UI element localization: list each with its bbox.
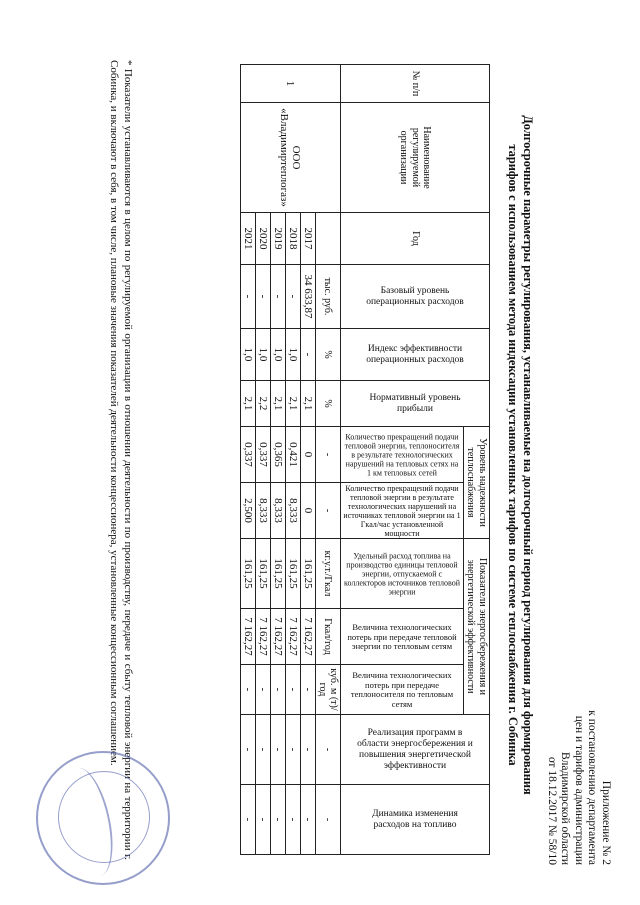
cell-fuel-rate: 161,25 xyxy=(301,539,316,609)
parameters-table xyxy=(240,64,490,855)
cell-programs: - xyxy=(256,715,271,785)
cell-loss-carrier: - xyxy=(286,665,301,715)
header-org: Наименование регулируемой организации xyxy=(341,103,490,213)
cell-loss-heat: 7 162,27 xyxy=(256,609,271,665)
footnote: * Показатели устанавливаются в целом по регулируемой организации в отношении деятельности по производству, передаче и сбыту тепловой энергии на территории г. Собинка, и включают в себя, в том числе, плановые значения показателей деятельности концессионера, установленные концессионным соглашением. xyxy=(108,60,134,860)
cell-year: 2021 xyxy=(241,213,256,265)
unit-reliability-b: - xyxy=(316,483,341,539)
cell-fuel-rate: 161,25 xyxy=(241,539,256,609)
cell-year: 2020 xyxy=(256,213,271,265)
header-efficiency-index: Индекс эффективности операционных расходов xyxy=(341,329,490,381)
unit-energy-c: куб. м (т)/год xyxy=(316,665,341,715)
cell-profit: 2,1 xyxy=(271,381,286,427)
unit-efficiency-index: % xyxy=(316,329,341,381)
cell-programs: - xyxy=(301,715,316,785)
unit-energy-b: Гкал/год xyxy=(316,609,341,665)
cell-programs: - xyxy=(271,715,286,785)
cell-rel-b: 8,333 xyxy=(286,483,301,539)
header-base-level: Базовый уровень операционных расходов xyxy=(341,265,490,329)
cell-fuel-rate: 161,25 xyxy=(271,539,286,609)
header-energy-c: Величина технологических потерь при передаче теплоносителя по тепловым сетям xyxy=(341,665,464,715)
cell-base: - xyxy=(241,265,256,329)
cell-eff: 1,0 xyxy=(271,329,286,381)
cell-base: - xyxy=(256,265,271,329)
cell-rel-b: 0 xyxy=(301,483,316,539)
unit-energy-a: кг.у.т./Гкал xyxy=(316,539,341,609)
cell-rel-a: 0 xyxy=(301,427,316,483)
header-num: № п/п xyxy=(341,65,490,103)
cell-dynamics: - xyxy=(301,785,316,855)
unit-reliability-a: - xyxy=(316,427,341,483)
appendix-line: к постановлению департамента xyxy=(586,710,599,865)
cell-profit: 2,2 xyxy=(256,381,271,427)
cell-loss-carrier: - xyxy=(271,665,286,715)
cell-loss-heat: 7 162,27 xyxy=(241,609,256,665)
cell-loss-carrier: - xyxy=(301,665,316,715)
unit-base-level: тыс. руб. xyxy=(316,265,341,329)
cell-eff: 1,0 xyxy=(241,329,256,381)
cell-rel-b: 8,333 xyxy=(256,483,271,539)
cell-profit: 2,1 xyxy=(301,381,316,427)
cell-base: - xyxy=(271,265,286,329)
title-line: тарифов с использованием метода индексации установленных тарифов по системе теплоснабжения г. Собинка xyxy=(506,144,520,766)
unit-fuel-dynamics: - xyxy=(316,785,341,855)
cell-rel-b: 2,500 xyxy=(241,483,256,539)
header-energy-a: Удельный расход топлива на производство единицы тепловой энергии, отпускаемой с коллекторов источников тепловой энергии xyxy=(341,539,464,609)
cell-base: 34 633,87 xyxy=(301,265,316,329)
cell-rel-a: 0,337 xyxy=(241,427,256,483)
cell-year: 2017 xyxy=(301,213,316,265)
appendix-header xyxy=(545,625,613,865)
cell-loss-carrier: - xyxy=(241,665,256,715)
org-name: ООО «Владимиртеплогаз» xyxy=(241,103,341,213)
cell-year: 2019 xyxy=(271,213,286,265)
cell-loss-heat: 7 162,27 xyxy=(271,609,286,665)
cell-rel-a: 0,337 xyxy=(256,427,271,483)
appendix-line: Приложение № 2 xyxy=(600,780,612,865)
header-energy-b: Величина технологических потерь при передаче тепловой энергии по тепловым сетям xyxy=(341,609,464,665)
cell-programs: - xyxy=(241,715,256,785)
appendix-line: цен и тарифов администрации xyxy=(573,715,585,865)
header-reliability-a: Количество прекращений подачи тепловой энергии, теплоносителя в результате технологических нарушений на тепловых сетях на 1 км тепловых сетей xyxy=(341,427,464,483)
unit-programs: - xyxy=(316,715,341,785)
cell-eff: - xyxy=(301,329,316,381)
header-fuel-dynamics: Динамика изменения расходов на топливо xyxy=(341,785,490,855)
cell-profit: 2,1 xyxy=(286,381,301,427)
header-profit-level: Нормативный уровень прибыли xyxy=(341,381,490,427)
cell-programs: - xyxy=(286,715,301,785)
unit-profit-level: % xyxy=(316,381,341,427)
header-programs: Реализация программ в области энергосбережения и повышения энергетической эффективности xyxy=(341,715,490,785)
cell-loss-heat: 7 162,27 xyxy=(301,609,316,665)
cell-rel-a: 0,421 xyxy=(286,427,301,483)
cell-loss-carrier: - xyxy=(256,665,271,715)
appendix-line: Владимирской области xyxy=(559,751,572,865)
document-title xyxy=(505,60,535,850)
cell-fuel-rate: 161,25 xyxy=(256,539,271,609)
cell-rel-a: 0,365 xyxy=(271,427,286,483)
appendix-line: от 18.12.2017 № 58/10 xyxy=(546,756,558,865)
units-year-blank xyxy=(316,213,341,265)
header-energy-group: Показатели энергосбережения и энергетической эффективности xyxy=(464,539,490,715)
cell-loss-heat: 7 162,27 xyxy=(286,609,301,665)
org-number: 1 xyxy=(241,65,341,103)
cell-dynamics: - xyxy=(256,785,271,855)
cell-profit: 2,1 xyxy=(241,381,256,427)
cell-eff: 1,0 xyxy=(286,329,301,381)
title-line: Долгосрочные параметры регулирования, устанавливаемые на долгосрочный период регулирования для формирования xyxy=(521,115,535,795)
cell-dynamics: - xyxy=(271,785,286,855)
cell-rel-b: 8,333 xyxy=(271,483,286,539)
cell-fuel-rate: 161,25 xyxy=(286,539,301,609)
cell-year: 2018 xyxy=(286,213,301,265)
header-reliability-group: Уровень надежности теплоснабжения xyxy=(464,427,490,539)
cell-eff: 1,0 xyxy=(256,329,271,381)
header-year: Год xyxy=(341,213,490,265)
cell-dynamics: - xyxy=(286,785,301,855)
cell-dynamics: - xyxy=(241,785,256,855)
header-reliability-b: Количество прекращений подачи тепловой энергии в результате технологических нарушений на источниках тепловой энергии на 1 Гкал/час установленной мощности xyxy=(341,483,464,539)
cell-base: - xyxy=(286,265,301,329)
